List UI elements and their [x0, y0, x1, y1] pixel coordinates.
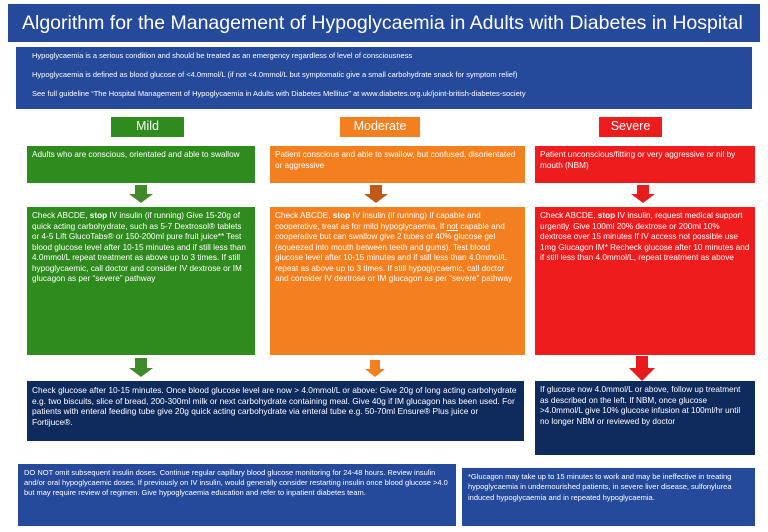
footer-left-panel: DO NOT omit subsequent insulin doses. Continue regular capillary blood glucose monitoring for 24-48 hours. Review insulin and/or oral hypoglycaemic doses. If previously on IV insulin, would generally consider restarting insulin once blood glucose >4.0 but may require review of regimen. Give hypoglycaemia education and refer to inpatient diabetes team. — [18, 464, 456, 526]
severe-followup-panel: If glucose now 4.0mmol/L or above, follow up treatment as described on the left. If NBM, once glucose >4.0mmol/L give 10% glucose infusion at 100ml/hr until no longer NBM or reviewed by doctor — [535, 381, 755, 455]
mild-treatment — [27, 207, 255, 355]
moderate-treatment-text-1: Check ABCDE, — [275, 211, 333, 220]
mild-treatment-text-2: IV insulin (if running) Give 15-20g of quick acting carbohydrate, such as 5-7 Dextrosol® tablets or 4-5 Lift GlucoTabs® or 150-200ml pure fruit juice** Test blood glucose level after 10-15 minutes and if still less than 4.0mmol/L repeat treatment as above up to 3 times. If still hypoglycaemic, call doctor and consider IV dextrose or IM glucagon as per “severe” pathway — [32, 211, 246, 283]
mild-treatment-stop: stop — [89, 211, 108, 220]
moderate-treatment-stop: stop — [332, 211, 351, 220]
page-title: Algorithm for the Management of Hypoglycaemia in Adults with Diabetes in Hospital — [8, 4, 760, 42]
intro-line-3: See full guideline “The Hospital Management of Hypoglycaemia in Adults with Diabetes Mellitus” at www.diabetes.org.uk/joint-british-diabetes-society — [32, 89, 526, 98]
moderate-treatment-not: not — [446, 221, 458, 231]
moderate-treatment-text-2: IV insulin (if running) If capable and cooperative, treat as for mild hypoglycaemia. If — [275, 211, 481, 231]
severe-down-arrow-1 — [630, 185, 656, 204]
mild-criteria: Adults who are conscious, orientated and able to swallow — [27, 146, 255, 183]
moderate-criteria: Patient conscious and able to swallow, but confused, disorientated or aggressive — [270, 146, 525, 183]
mild-treatment-text-1: Check ABCDE, — [32, 211, 90, 220]
footer-right-panel: *Glucagon may take up to 15 minutes to work and may be ineffective in treating hypoglycaemia in undernourished patients, in severe liver disease, sulfonylurea induced hypoglycaemia and in repeated hypoglycaemia. — [462, 468, 755, 526]
followup-panel: Check glucose after 10-15 minutes. Once blood glucose level are now > 4.0mmol/L or above: Give 20g of long acting carbohydrate e.g. two biscuits, slice of bread, 200-300ml milk or next carbohydrate containing meal. Give 40g if IM glucagon has been used. For patients with enteral feeding tube give 20g quick acting carbohydrate via enteral tube e.g. 50-70ml Ensure® Plus juice or Fortijuce®. — [27, 381, 524, 441]
moderate-down-arrow-1 — [363, 185, 389, 204]
moderate-label: Moderate — [340, 117, 420, 137]
intro-panel — [16, 47, 752, 109]
severe-criteria: Patient unconscious/fitting or very aggressive or nil by mouth (NBM) — [535, 146, 755, 183]
mild-label: Mild — [111, 117, 184, 137]
mild-down-arrow-1 — [128, 185, 154, 204]
intro-line-1: Hypoglycaemia is a serious condition and should be treated as an emergency regardless of level of consciousness — [32, 51, 413, 60]
mild-down-arrow-2 — [128, 358, 154, 378]
moderate-treatment-text-3: capable and cooperative but can swallow give 2 tubes of 40% glucose gel (squeezed into mouth between teeth and gums). Test blood glucose level after 10-15 minutes and if still less than 4.0mmol/L repeat as above up to 3 times. If still hypoglycaemic, call doctor and consider IV dextrose or IM glucagon as per “severe” pathway — [275, 221, 513, 283]
severe-label: Severe — [599, 117, 662, 137]
moderate-down-arrow-2 — [364, 360, 386, 378]
severe-treatment — [535, 207, 755, 355]
intro-line-2: Hypoglycaemia is defined as blood glucose of <4.0mmol/L (if not <4.0mmol/L but symptomatic give a small carbohydrate snack for symptom relief) — [32, 70, 518, 79]
severe-treatment-text-2: IV insulin, request medical support urgently. Give 100ml 20% dextrose or 200ml 10% dextrose over 15 minutes If IV access not possible use 1mg Glucagon IM* Recheck glucose after 10 minutes and if still less than 4.0mmol/L, repeat treatment as above — [540, 211, 750, 262]
severe-down-arrow-2 — [628, 356, 656, 382]
severe-treatment-stop: stop — [597, 211, 616, 220]
moderate-treatment — [270, 207, 525, 355]
severe-treatment-text-1: Check ABCDE, — [540, 211, 598, 220]
